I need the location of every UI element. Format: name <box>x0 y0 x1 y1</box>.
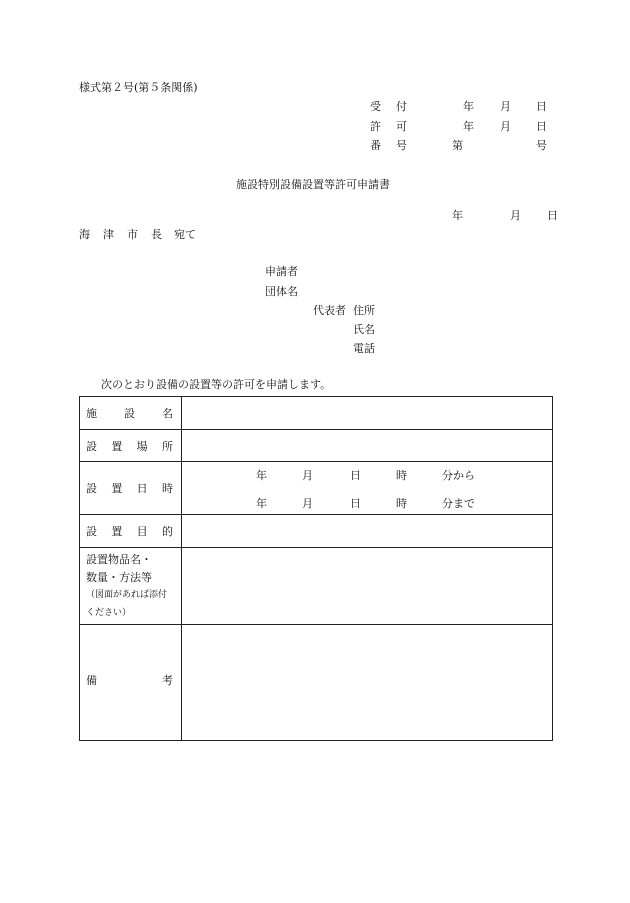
permit-month: 月 <box>500 120 511 133</box>
label-char: 設 <box>124 407 135 420</box>
to-year: 年 <box>256 497 267 510</box>
addressee-2: 津 <box>103 228 114 241</box>
date-day: 日 <box>547 209 558 222</box>
permit-day: 日 <box>536 120 547 133</box>
addressee-5: 宛て <box>174 228 196 241</box>
label-char: 名 <box>162 407 173 420</box>
from-month: 月 <box>302 469 313 482</box>
items-note-1: （図面があれば添付 <box>86 590 168 600</box>
from-year: 年 <box>256 469 267 482</box>
addressee-3: 市 <box>127 228 138 241</box>
addressee-1: 海 <box>79 228 90 241</box>
label-char: 目 <box>136 525 148 538</box>
receipt-label-2: 付 <box>396 100 407 113</box>
to-minute: 分まで <box>442 497 475 510</box>
to-day: 日 <box>350 497 361 510</box>
to-month: 月 <box>302 497 313 510</box>
receipt-month: 月 <box>500 100 511 113</box>
from-minute: 分から <box>442 469 475 482</box>
location-label <box>80 430 182 462</box>
label-char: 施 <box>86 407 97 420</box>
label-char: 日 <box>136 482 148 495</box>
date-month: 月 <box>510 209 521 222</box>
phone-label: 電話 <box>353 342 375 355</box>
intro-text: 次のとおり設備の設置等の許可を申請します。 <box>101 378 332 391</box>
receipt-label-1: 受 <box>370 100 381 113</box>
items-line-2: 数量・方法等 <box>86 571 152 584</box>
permit-label-1: 許 <box>370 120 381 133</box>
items-label <box>80 548 182 625</box>
receipt-year: 年 <box>463 100 474 113</box>
representative-label: 代表者 <box>313 304 346 317</box>
purpose-label <box>80 515 182 548</box>
remarks-label <box>80 625 182 740</box>
label-char: 時 <box>161 482 173 495</box>
label-char: 考 <box>162 674 173 687</box>
addressee-4: 長 <box>151 228 162 241</box>
datetime-label <box>80 462 182 515</box>
label-char: 置 <box>111 525 123 538</box>
label-char: 置 <box>111 440 123 453</box>
row-items <box>80 547 552 625</box>
page-title: 施設特別設備設置等許可申請書 <box>236 178 390 191</box>
label-char: 設 <box>86 482 97 495</box>
name-label: 氏名 <box>353 323 375 336</box>
row-datetime <box>80 461 552 515</box>
form-number: 様式第２号(第５条関係) <box>79 81 198 94</box>
application-table <box>79 396 553 741</box>
to-hour: 時 <box>396 497 407 510</box>
row-remarks <box>80 624 552 740</box>
date-year: 年 <box>452 209 463 222</box>
number-label-2: 号 <box>396 139 407 152</box>
label-char: 所 <box>161 440 173 453</box>
applicant-label: 申請者 <box>265 265 298 278</box>
permit-year: 年 <box>463 120 474 133</box>
address-label: 住所 <box>353 304 375 317</box>
number-prefix: 第 <box>452 139 463 152</box>
group-name-label: 団体名 <box>265 285 298 298</box>
label-char: 備 <box>86 674 97 687</box>
permit-label-2: 可 <box>396 120 407 133</box>
number-label-1: 番 <box>370 139 381 152</box>
facility-name-label <box>80 397 182 429</box>
label-char: 場 <box>136 440 148 453</box>
from-hour: 時 <box>396 469 407 482</box>
label-char: 的 <box>161 525 173 538</box>
label-char: 設 <box>86 440 97 453</box>
from-day: 日 <box>350 469 361 482</box>
label-char: 置 <box>111 482 123 495</box>
row-purpose <box>80 514 552 548</box>
row-facility-name <box>80 397 552 429</box>
number-suffix: 号 <box>536 139 547 152</box>
items-note-2: ください） <box>86 608 132 618</box>
items-line-1: 設置物品名・ <box>86 553 152 566</box>
receipt-day: 日 <box>536 100 547 113</box>
label-char: 設 <box>86 525 97 538</box>
row-location <box>80 429 552 462</box>
